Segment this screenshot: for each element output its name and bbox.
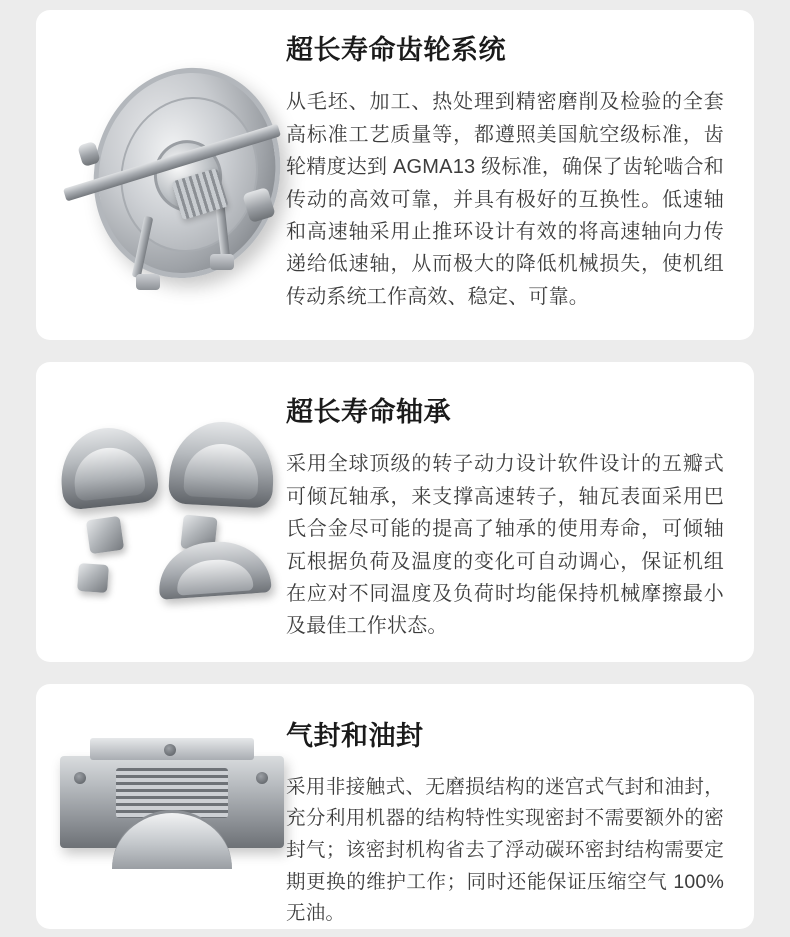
feature-body: 从毛坯、加工、热处理到精密磨削及检验的全套高标准工艺质量等，都遵照美国航空级标准，齿轮精度达到 AGMA13 级标准，确保了齿轮啮合和传动的高效可靠，并具有极好的互换性。低速轴和高速轴采用止推环设计有效的将高速轴向力传递给低速轴，从而极大的降低机械损失，使机组传动系统工作高效、稳定、可靠。	[286, 91, 724, 308]
gear-disc-assembly-photo	[36, 10, 286, 340]
feature-title: 气封和油封	[286, 721, 424, 751]
labyrinth-seal-housing-photo	[36, 684, 286, 929]
support-foot-icon	[136, 274, 160, 290]
bolt-hole-icon	[74, 772, 86, 784]
feature-content	[286, 684, 754, 929]
feature-body: 采用非接触式、无磨损结构的迷宫式气封和油封，充分利用机器的结构特性实现密封不需要额外的密封气；该密封机构省去了浮动碳环密封结构需要定期更换的维护工作；同时还能保证压缩空气 100% 无油。	[286, 775, 724, 925]
bearing-arc-icon	[156, 538, 271, 600]
feature-card-bearing	[36, 362, 754, 662]
support-foot-icon	[210, 254, 234, 270]
feature-content	[286, 362, 754, 662]
feature-card-gear-system	[36, 10, 754, 340]
feature-card-seal	[36, 684, 754, 929]
bearing-illustration	[54, 414, 294, 614]
bearing-pad-icon	[56, 423, 160, 511]
feature-body: 采用全球顶级的转子动力设计软件设计的五瓣式可倾瓦轴承，来支撑高速转子，轴瓦表面采用巴氏合金尽可能的提高了轴承的使用寿命，可倾轴瓦根据负荷及温度的变化可自动调心，保证机组在应对不同温度及负荷时均能保持机械摩擦最小及最佳工作状态。	[286, 453, 724, 638]
bearing-block-icon	[86, 516, 124, 554]
bearing-block-icon	[77, 563, 109, 593]
seal-illustration	[60, 732, 290, 872]
feature-title: 超长寿命齿轮系统	[286, 35, 506, 65]
feature-content	[286, 10, 754, 340]
bearing-pad-icon	[168, 419, 276, 508]
bolt-hole-icon	[256, 772, 268, 784]
bolt-hole-icon	[164, 744, 176, 756]
tilting-pad-bearing-photo	[36, 362, 286, 662]
gear-illustration	[50, 48, 290, 298]
feature-title: 超长寿命轴承	[286, 397, 451, 427]
